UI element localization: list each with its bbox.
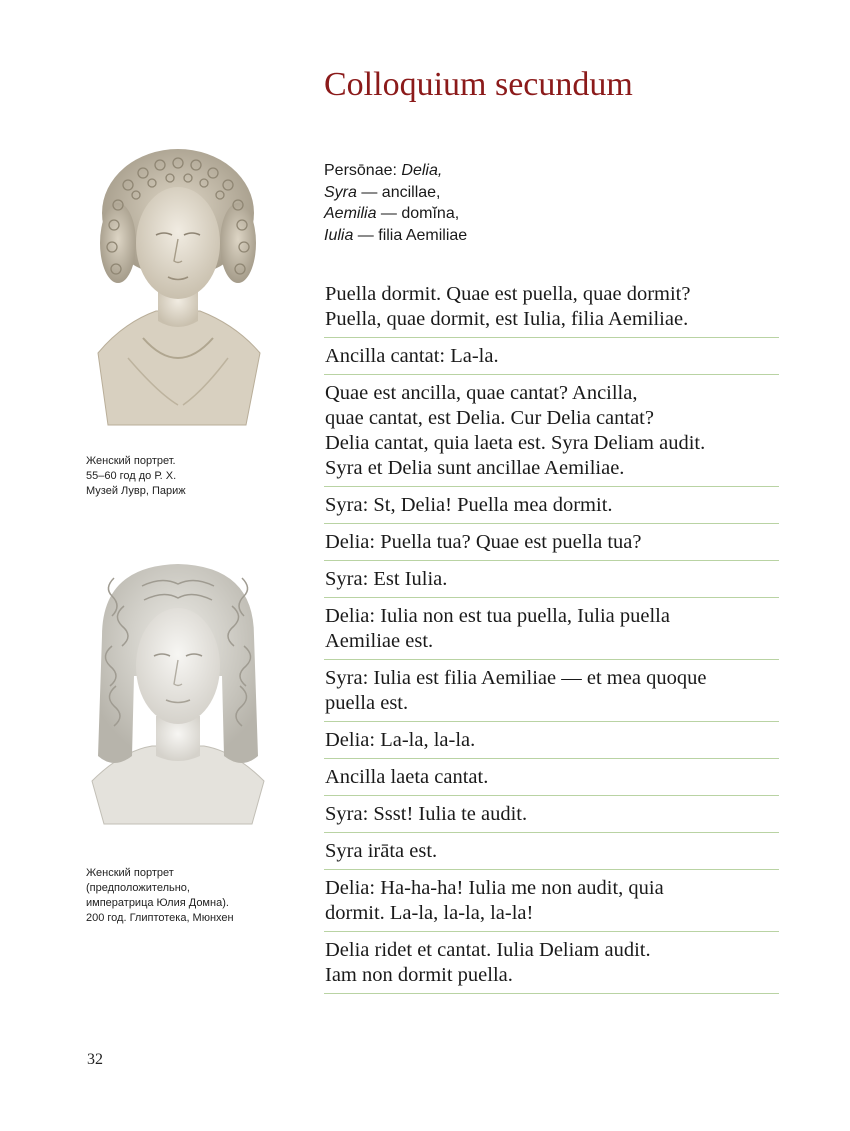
dialogue-line: Puella dormit. Quae est puella, quae dormit? Puella, quae dormit, est Iulia, filia Aemiliae.: [324, 282, 779, 338]
portrait-bust-image-2: [82, 556, 274, 826]
persona-aemilia: Aemilia: [324, 205, 377, 222]
caption-portrait-2: Женский портрет (предположительно, императрица Юлия Домна). 200 год. Глиптотека, Мюнхен: [86, 867, 234, 924]
personae-label: Persōnae:: [324, 162, 397, 179]
dialogue-line: Ancilla cantat: La-la.: [324, 344, 779, 375]
dialogue-line: Syra: Est Iulia.: [324, 567, 779, 598]
persona-role-domina: — domĭna,: [376, 205, 460, 222]
personae-list: [324, 160, 467, 246]
dialogue-line: Quae est ancilla, quae cantat? Ancilla, quae cantat, est Delia. Cur Delia cantat? Delia cantat, quia laeta est. Syra Deliam audit. Syra et Delia sunt ancillae Aemiliae.: [324, 381, 779, 487]
persona-role-ancillae: — ancillae,: [356, 183, 441, 201]
dialogue-line: Syra: St, Delia! Puella mea dormit.: [324, 493, 779, 524]
dialogue-line: Ancilla laeta cantat.: [324, 765, 779, 796]
persona-role-filia: — filia Aemiliae: [353, 226, 468, 244]
portrait-bust-image-1: [88, 143, 268, 428]
persona-syra: Syra: [324, 183, 357, 201]
caption-portrait-1: Женский портрет. 55–60 год до Р. Х. Музей Лувр, Париж: [86, 455, 186, 497]
dialogue-line: Delia ridet et cantat. Iulia Deliam audit. Iam non dormit puella.: [324, 938, 779, 994]
page-number: 32: [87, 1051, 103, 1068]
dialogue-line: Delia: La-la, la-la.: [324, 728, 779, 759]
dialogue-line: Syra irāta est.: [324, 839, 779, 870]
dialogue-line: Delia: Iulia non est tua puella, Iulia puella Aemiliae est.: [324, 604, 779, 660]
dialogue-line: Delia: Ha-ha-ha! Iulia me non audit, quia dormit. La-la, la-la, la-la!: [324, 876, 779, 932]
dialogue-line: Syra: Iulia est filia Aemiliae — et mea quoque puella est.: [324, 666, 779, 722]
dialogue: [324, 282, 779, 1000]
persona-iulia: Iulia: [324, 226, 354, 244]
chapter-title: Colloquium secundum: [324, 66, 633, 103]
dialogue-line: Syra: Ssst! Iulia te audit.: [324, 802, 779, 833]
dialogue-line: Delia: Puella tua? Quae est puella tua?: [324, 530, 779, 561]
persona-delia: Delia,: [401, 162, 443, 179]
